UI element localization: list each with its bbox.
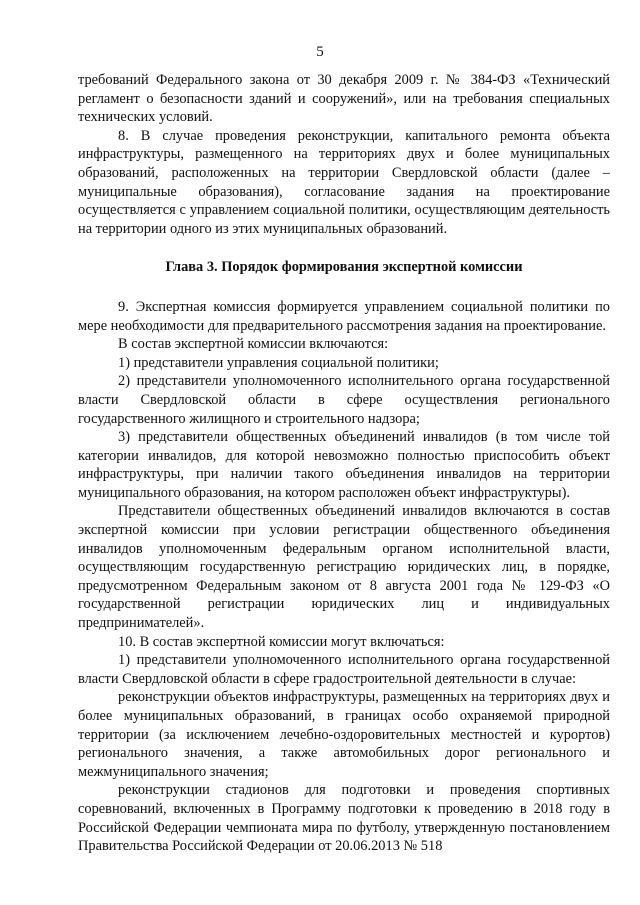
paragraph-disabled-associations: Представители общественных объединений инвалидов включаются в состав экспертной комиссии при условии регистрации общественного объединения инвалидов уполномоченным федеральным органом исполнительной власти, осуществляющим государственную регистрацию юридических лиц, в порядке, предусмотренном Федеральным законом от 8 августа 2001 года № 129-ФЗ «О государственной регистрации юридических лиц и индивидуальных предпринимателей». — [78, 503, 610, 632]
chapter-3-heading: Глава 3. Порядок формирования экспертной комиссии — [165, 259, 523, 276]
page-number: 5 — [316, 44, 324, 60]
paragraph-item-8: 8. В случае проведения реконструкции, капитального ремонта объекта инфраструктуры, размещенного на территориях двух и более муниципальных образований, расположенных на территории Свердловской области (далее – муниципальные образования), согласование задания на проектирование осуществляется с управлением социальной политики, осуществляющим деятельность на территории одного из этих муниципальных образований. — [78, 127, 610, 237]
list-item-9-1: 1) представители управления социальной политики; — [118, 354, 439, 371]
paragraph-item-9: 9. Экспертная комиссия формируется управлением социальной политики по мере необходимости для предварительного рассмотрения задания на проектирование. — [78, 298, 610, 334]
paragraph-commission-composition: В состав экспертной комиссии включаются: — [118, 336, 389, 353]
list-item-10-1: 1) представители уполномоченного исполнительного органа государственной власти Свердловской области в сфере градостроительной деятельности в случае: — [78, 652, 610, 687]
sub-item-reconstruction-stadiums: реконструкции стадионов для подготовки и проведения спортивных соревнований, включенных в Программу подготовки к проведению в 2018 году в Российской Федерации чемпионата мира по футболу, утвержденную постановлением Правительства Российской Федерации от 20.06.2013 № 518 — [78, 782, 610, 855]
sub-item-reconstruction-infrastructure: реконструкции объектов инфраструктуры, размещенных на территориях двух и более муниципальных образований, в границах особо охраняемой природной территории (за исключением лечебно-оздоровительных местностей и курортов) регионального значения, а также автомобильных дорог регионального и межмуниципального значения; — [78, 689, 610, 780]
paragraph-item-10: 10. В состав экспертной комиссии могут включаться: — [118, 633, 445, 650]
paragraph-requirements-continuation: требований Федерального закона от 30 декабря 2009 г. № 384-ФЗ «Технический регламент о безопасности зданий и сооружений», или на требования специальных технических условий. — [78, 72, 610, 126]
document-body — [78, 71, 610, 856]
list-item-9-3: 3) представители общественных объединений инвалидов (в том числе той категории инвалидов, для которой невозможно полностью приспособить объект инфраструктуры, при наличии такого объединения инвалидов на территории муниципального образования, на котором расположен объект инфраструктуры). — [78, 429, 610, 501]
list-item-9-2: 2) представители уполномоченного исполнительного органа государственной власти Свердловской области в сфере осуществления регионального государственного жилищного и строительного надзора; — [78, 373, 610, 427]
